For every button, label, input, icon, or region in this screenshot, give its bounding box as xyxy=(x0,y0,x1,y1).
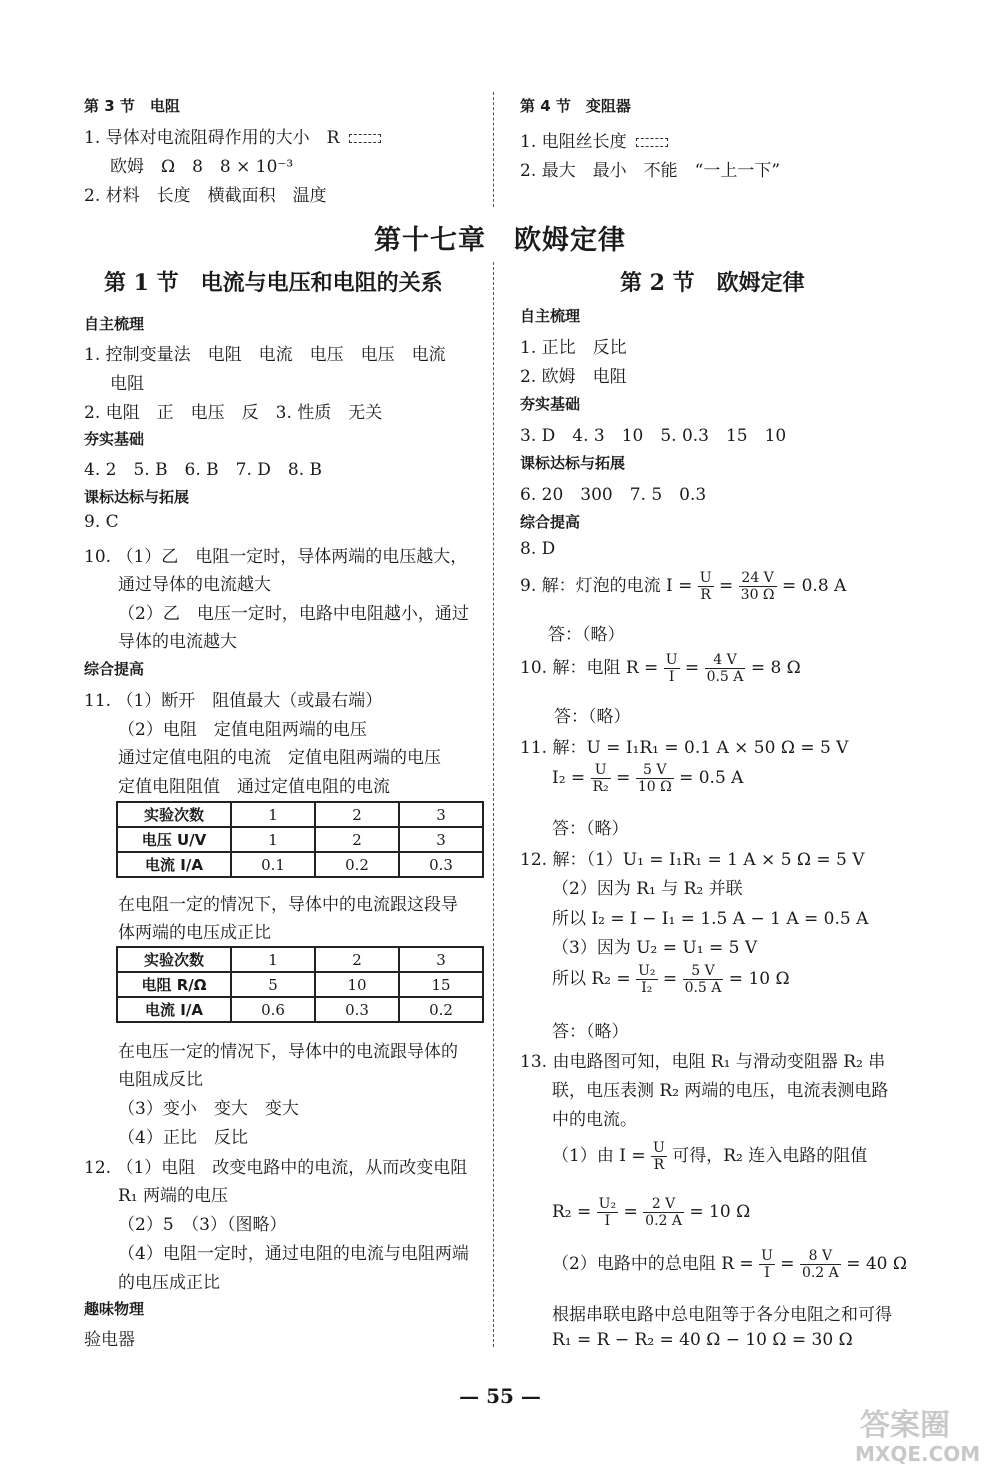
formula-line xyxy=(520,570,846,603)
numerator: 4 V xyxy=(705,652,746,669)
table-cell: 0.6 xyxy=(231,997,315,1022)
answer-line: 1. 正比 反比 xyxy=(520,338,627,358)
answer-line: 所以 I₂ = I − I₁ = 1.5 A − 1 A = 0.5 A xyxy=(552,909,869,929)
table-cell: 2 xyxy=(315,827,399,852)
table-cell: 1 xyxy=(231,827,315,852)
denominator: I xyxy=(604,1213,611,1229)
answer-line: （2）5 （3）（图略） xyxy=(118,1215,287,1235)
fraction xyxy=(636,762,674,795)
formula-text: = xyxy=(684,658,700,678)
fraction xyxy=(739,570,777,603)
answer-line: 中的电流。 xyxy=(552,1110,637,1130)
answer-line: 通过导体的电流越大 xyxy=(118,575,271,595)
section-title-4: 第 4 节 变阻器 xyxy=(520,97,631,115)
denominator: R₂ xyxy=(592,779,609,795)
fraction xyxy=(664,652,680,685)
section-title-3: 第 3 节 电阻 xyxy=(84,97,180,115)
formula-line xyxy=(552,1196,750,1229)
data-table-resistance xyxy=(116,946,484,1023)
answer-line xyxy=(520,127,672,152)
table-cell: 3 xyxy=(399,802,483,827)
formula-text: 9. 解：灯泡的电流 I = xyxy=(520,576,693,596)
formula-text: I₂ = xyxy=(552,768,586,788)
numerator: 24 V xyxy=(739,570,777,587)
fraction xyxy=(698,570,714,603)
answer-line: 9. C xyxy=(84,512,119,532)
fraction xyxy=(705,652,746,685)
formula-text: R₂ = xyxy=(552,1202,592,1222)
answer-line: （3）因为 U₂ = U₁ = 5 V xyxy=(552,938,758,958)
subheading: 夯实基础 xyxy=(84,430,145,448)
formula-text: = 10 Ω xyxy=(728,969,790,989)
table-row xyxy=(117,947,483,972)
answer-line: 2. 材料 长度 横截面积 温度 xyxy=(84,186,327,206)
fraction xyxy=(597,1196,618,1229)
formula-text: = xyxy=(616,768,631,788)
answer-line: 导体的电流越大 xyxy=(118,632,237,652)
table-cell: 0.1 xyxy=(231,852,315,877)
subheading: 自主梳理 xyxy=(520,307,581,325)
answer-line: 4. 2 5. B 6. B 7. D 8. B xyxy=(84,460,323,480)
table-row xyxy=(117,972,483,997)
section-title-2: 第 2 节 欧姆定律 xyxy=(620,270,805,296)
column-divider xyxy=(493,262,494,1347)
answer-line: R₁ = R − R₂ = 40 Ω − 10 Ω = 30 Ω xyxy=(552,1330,853,1350)
table-cell: 0.3 xyxy=(315,997,399,1022)
numerator: U₂ xyxy=(638,963,656,979)
answer-line: 11. （1）断开 阻值最大（或最右端） xyxy=(84,691,383,711)
answer-line: 答：（略） xyxy=(554,707,631,727)
formula-text: = 40 Ω xyxy=(846,1254,907,1274)
formula-text: = 8 Ω xyxy=(750,658,801,678)
table-row xyxy=(117,827,483,852)
table-cell: 实验次数 xyxy=(117,802,231,827)
denominator: I xyxy=(764,1265,770,1281)
answer-line: 10. （1）乙 电阻一定时，导体两端的电压越大， xyxy=(84,547,468,567)
answer-line: （2）因为 R₁ 与 R₂ 并联 xyxy=(552,879,743,899)
formula-line xyxy=(552,1248,907,1281)
formula-line xyxy=(552,963,790,996)
answer-line: 12. （1）电阻 改变电路中的电流，从而改变电阻 xyxy=(84,1158,468,1178)
answer-line: 答：（略） xyxy=(552,1022,629,1042)
table-cell: 5 xyxy=(231,972,315,997)
denominator: 0.2 A xyxy=(801,1265,839,1281)
formula-text: = xyxy=(623,1202,638,1222)
table-cell: 2 xyxy=(315,802,399,827)
table-cell: 0.3 xyxy=(399,852,483,877)
answer-line: 3. D 4. 3 10 5. 0.3 15 10 xyxy=(520,426,787,446)
table-cell: 15 xyxy=(399,972,483,997)
numerator: 5 V xyxy=(683,963,724,980)
denominator: 30 Ω xyxy=(740,587,775,603)
table-row xyxy=(117,802,483,827)
column-divider xyxy=(493,92,494,207)
subheading: 课标达标与拓展 xyxy=(84,488,190,506)
subheading: 趣味物理 xyxy=(84,1300,145,1318)
fraction xyxy=(800,1248,841,1281)
answer-line: 欧姆 Ω 8 8 × 10⁻³ xyxy=(110,157,294,177)
formula-text: = xyxy=(780,1254,795,1274)
answer-line: 根据串联电路中总电阻等于各分电阻之和可得 xyxy=(552,1305,892,1325)
answer-line: （4）正比 反比 xyxy=(118,1128,248,1148)
table-cell: 0.2 xyxy=(315,852,399,877)
answer-line: （4）电阻一定时，通过电阻的电流与电阻两端 xyxy=(118,1244,469,1264)
answer-line: 1. 控制变量法 电阻 电流 电压 电压 电流 xyxy=(84,345,446,365)
formula-text: = 0.5 A xyxy=(679,768,744,788)
subheading: 夯实基础 xyxy=(520,395,581,413)
table-row xyxy=(117,852,483,877)
table-cell: 电流 I/A xyxy=(117,997,231,1022)
table-cell: 电阻 R/Ω xyxy=(117,972,231,997)
denominator: 10 Ω xyxy=(637,779,672,795)
table-cell: 3 xyxy=(399,827,483,852)
answer-line: 定值电阻阻值 通过定值电阻的电流 xyxy=(118,777,390,797)
table-cell: 3 xyxy=(399,947,483,972)
denominator: I xyxy=(668,669,675,685)
answer-line: 6. 20 300 7. 5 0.3 xyxy=(520,485,707,505)
table-cell: 0.2 xyxy=(399,997,483,1022)
table-cell: 1 xyxy=(231,947,315,972)
numerator: U xyxy=(699,570,712,586)
formula-text: 10. 解：电阻 R = xyxy=(520,658,659,678)
fraction xyxy=(759,1248,775,1281)
answer-line: 答：（略） xyxy=(548,625,625,645)
table-cell: 2 xyxy=(315,947,399,972)
fraction xyxy=(643,1196,684,1229)
formula-text: 所以 R₂ = xyxy=(552,969,631,989)
formula-text: （2）电路中的总电阻 R = xyxy=(552,1254,754,1274)
subheading: 综合提高 xyxy=(84,660,145,678)
table-cell: 10 xyxy=(315,972,399,997)
answer-line: 验电器 xyxy=(84,1330,135,1350)
table-cell: 电流 I/A xyxy=(117,852,231,877)
denominator: 0.5 A xyxy=(706,669,744,685)
section-title-1: 第 1 节 电流与电压和电阻的关系 xyxy=(104,270,443,296)
table-row xyxy=(117,997,483,1022)
formula-line xyxy=(552,1140,867,1173)
answer-line: 在电阻一定的情况下，导体中的电流跟这段导 xyxy=(118,895,458,915)
numerator: 2 V xyxy=(643,1196,684,1213)
denominator: 0.5 A xyxy=(684,980,722,996)
formula-text: 可得，R₂ 连入电路的阻值 xyxy=(672,1146,868,1166)
watermark-url: MXQE.COM xyxy=(855,1442,981,1466)
answer-line: 电阻 xyxy=(110,374,144,394)
answer-line: 2. 最大 最小 不能 “一上一下” xyxy=(520,161,781,181)
formula-text: = 10 Ω xyxy=(689,1202,751,1222)
numerator: U₂ xyxy=(598,1196,617,1212)
numerator: U xyxy=(665,652,678,668)
answer-line: 8. D xyxy=(520,539,556,559)
denominator: 0.2 A xyxy=(645,1213,682,1229)
answer-line: 2. 电阻 正 电压 反 3. 性质 无关 xyxy=(84,403,383,423)
numerator: U xyxy=(761,1248,773,1264)
fraction xyxy=(651,1140,667,1173)
answer-line: 11. 解：U = I₁R₁ = 0.1 A × 50 Ω = 5 V xyxy=(520,738,849,758)
watermark-logo: 答案圈 xyxy=(860,1408,950,1443)
answer-line: 12. 解：（1）U₁ = I₁R₁ = 1 A × 5 Ω = 5 V xyxy=(520,850,865,870)
denominator: R xyxy=(653,1157,665,1173)
answer-line: （2）乙 电压一定时，电路中电阻越小，通过 xyxy=(118,604,469,624)
answer-line: （3）变小 变大 变大 xyxy=(118,1099,299,1119)
answer-line: 在电压一定的情况下，导体中的电流跟导体的 xyxy=(118,1042,458,1062)
answer-line: 电阻成反比 xyxy=(118,1070,203,1090)
formula-text: = xyxy=(662,969,678,989)
subheading: 课标达标与拓展 xyxy=(520,454,626,472)
rheostat-symbol-icon xyxy=(636,138,668,147)
answer-line: 体两端的电压成正比 xyxy=(118,923,271,943)
fraction xyxy=(636,963,657,996)
answer-line: 联，电压表测 R₂ 两端的电压，电流表测电路 xyxy=(552,1081,889,1101)
answer-line: 通过定值电阻的电流 定值电阻两端的电压 xyxy=(118,748,441,768)
page-number: — 55 — xyxy=(459,1384,541,1408)
fraction xyxy=(683,963,724,996)
numerator: U xyxy=(591,762,611,779)
data-table-voltage xyxy=(116,801,484,878)
formula-text: = xyxy=(719,576,734,596)
table-cell: 实验次数 xyxy=(117,947,231,972)
denominator: I₂ xyxy=(641,980,653,996)
answer-line: R₁ 两端的电压 xyxy=(118,1186,229,1206)
answer-text: 1. 电阻丝长度 xyxy=(520,132,627,152)
answer-line: 13. 由电路图可知，电阻 R₁ 与滑动变阻器 R₂ 串 xyxy=(520,1052,886,1072)
answer-line: 答：（略） xyxy=(552,819,629,839)
answer-text: 1. 导体对电流阻碍作用的大小 R xyxy=(84,128,340,148)
formula-text: （1）由 I = xyxy=(552,1146,646,1166)
formula-text: = 0.8 A xyxy=(781,576,847,596)
chapter-title: 第十七章 欧姆定律 xyxy=(374,225,626,256)
fraction xyxy=(591,762,611,795)
answer-line: （2）电阻 定值电阻两端的电压 xyxy=(118,720,367,740)
formula-line xyxy=(552,762,743,795)
numerator: 5 V xyxy=(636,762,674,779)
resistor-symbol-icon xyxy=(349,134,381,143)
answer-line: 的电压成正比 xyxy=(118,1273,220,1293)
answer-line xyxy=(84,123,385,148)
numerator: 8 V xyxy=(800,1248,841,1265)
table-cell: 电压 U/V xyxy=(117,827,231,852)
subheading: 综合提高 xyxy=(520,513,581,531)
denominator: R xyxy=(700,587,711,603)
subheading: 自主梳理 xyxy=(84,315,145,333)
answer-line: 2. 欧姆 电阻 xyxy=(520,367,627,387)
table-cell: 1 xyxy=(231,802,315,827)
numerator: U xyxy=(653,1140,665,1156)
formula-line xyxy=(520,652,801,685)
